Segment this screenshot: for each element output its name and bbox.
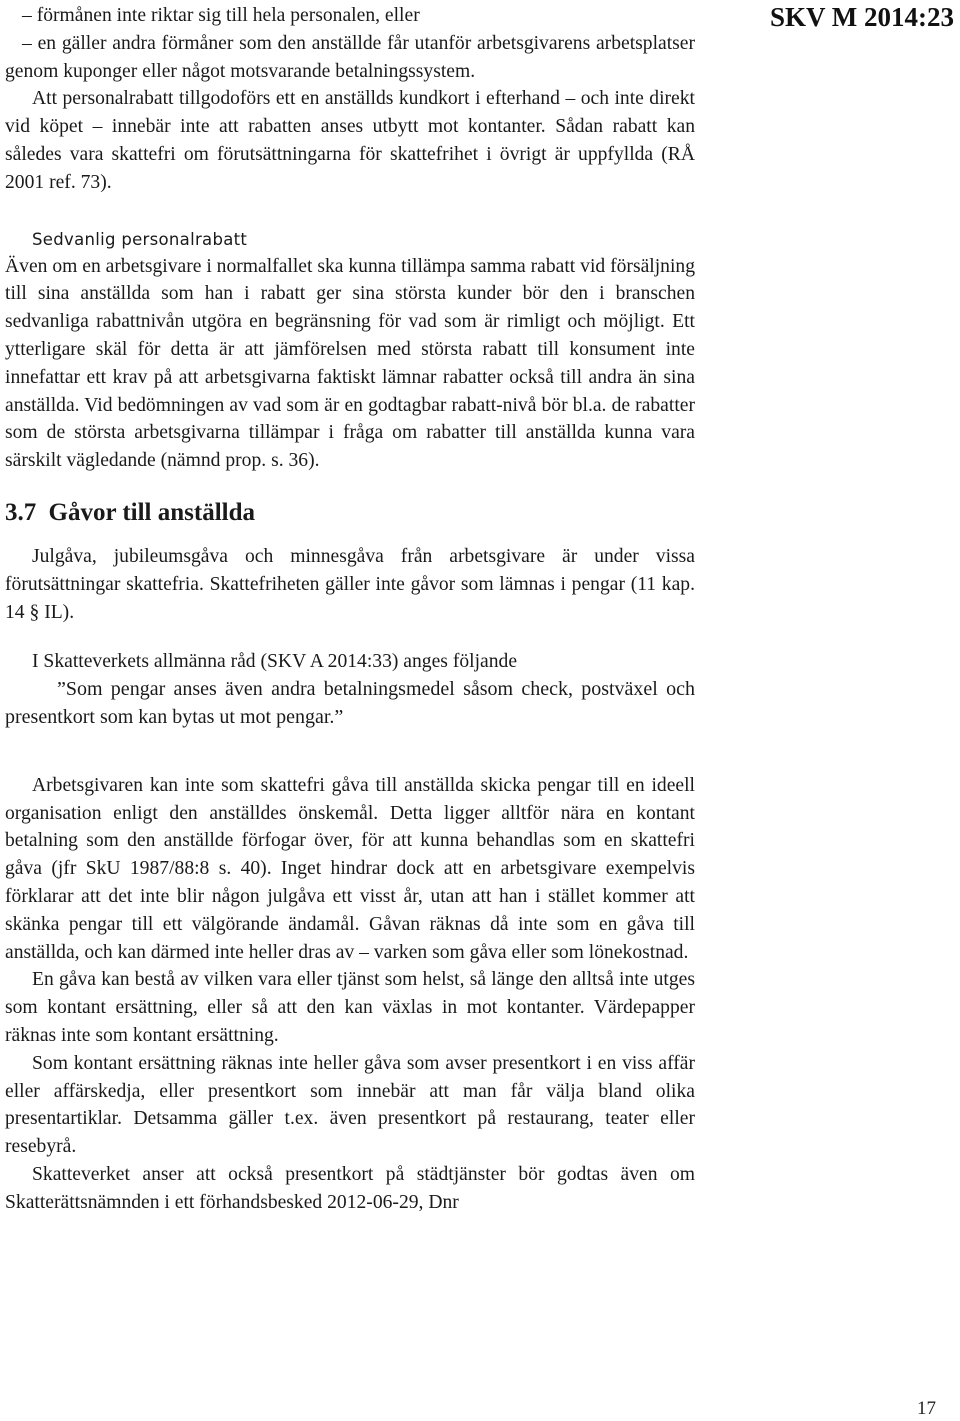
paragraph-presentkort: Som kontant ersättning räknas inte heller gåva som avser presentkort i en viss affär eller affärskedja, eller presentkort som innebär att man får välja bland olika presentartiklar. Detsamma gäller t.ex. även presentkort på restaurang, teater eller resebyrå. [5, 1052, 695, 1158]
paragraph-allmanna-rad: I Skatteverkets allmänna råd (SKV A 2014:33) anges följande [32, 651, 518, 673]
paragraph-julgava: Julgåva, jubileumsgåva och minnesgåva från arbetsgivare är under vissa förutsättningar skattefria. Skattefriheten gäller inte gåvor som lämnas i pengar (11 kap. 14 § IL). [5, 545, 695, 623]
paragraph-kundkort: Att personalrabatt tillgodoförs ett en anställds kundkort i efterhand – och inte direkt vid köpet – innebär inte att rabatten anses utbytt mot kontanter. Sådan rabatt kan således vara skattefri om förutsättningarna för skattefrihet i övrigt är uppfyllda (RÅ 2001 ref. 73). [5, 88, 695, 193]
subheading-sedvanlig-personalrabatt: Sedvanlig personalrabatt [32, 229, 248, 249]
bullet-line-kuponger: – en gäller andra förmåner som den anställde får utanför arbetsgivarens arbetsplatser genom kuponger eller något motsvarande betalningssystem. [5, 32, 695, 82]
section-heading [5, 497, 695, 529]
page-content [5, 2, 695, 1216]
page-number: 17 [917, 1398, 936, 1419]
paragraph-sedvanlig-rabatt: Även om en arbetsgivare i normalfallet ska kunna tillämpa samma rabatt vid försäljning till sina anställda som han i rabatt ger sina största kunder bör den i branschen sedvanliga rabattnivån utgöra en begränsning för vad som är rimligt och möjligt. Ett ytterligare skäl för detta är att jämförelsen med största rabatt till konsument inte innefattar ett krav på att arbetsgivarna faktiskt lämnar rabatter också till andra än sina anställda. Vid bedömningen av vad som är en godtagbar rabatt-nivå bör bl.a. de rabatter som de största arbetsgivarna tillämpar i fråga om rabatter till anställda kunna vara särskilt vägledande (nämnd prop. s. 36). [5, 255, 695, 472]
paragraph-stadtjanster: Skatteverket anser att också presentkort på städtjänster bör godtas även om Skatterättsnämnden i ett förhandsbesked 2012-06-29, Dnr [5, 1163, 695, 1213]
section-title: Gåvor till anställda [48, 498, 256, 526]
paragraph-vara-eller-tjanst: En gåva kan bestå av vilken vara eller tjänst som helst, så länge den alltså inte utges som kontant ersättning, eller så att den kan växlas in mot kontanter. Värdepapper räknas inte som kontant ersättning. [5, 969, 695, 1046]
paragraph-ideell-organisation: Arbetsgivaren kan inte som skattefri gåva till anställda skicka pengar till en ideell organisation enligt den anställdes önskemål. Detta ligger alltför nära en kontant betalning som den anställde förfogar över, för att kunna behandlas som en skattefri gåva (jfr SkU 1987/88:8 s. 40). Inget hindrar dock att en arbetsgivare exempelvis förklarar att det inte blir någon julgåva ett visst år, utan att han i stället kommer att skänka pengar till ett välgörande ändamål. Gåvan räknas då inte som en gåva till anställda, och kan därmed inte heller dras av – varken som gåva eller som lönekostnad. [5, 774, 695, 963]
bullet-line-personalen: – förmånen inte riktar sig till hela personalen, eller [22, 5, 420, 26]
document-code: SKV M 2014:23 [769, 2, 954, 32]
quote-pengar: ”Som pengar anses även andra betalningsmedel såsom check, postväxel och presentkort som kan bytas ut mot pengar.” [5, 678, 695, 728]
section-number: 3.7 [5, 498, 37, 526]
